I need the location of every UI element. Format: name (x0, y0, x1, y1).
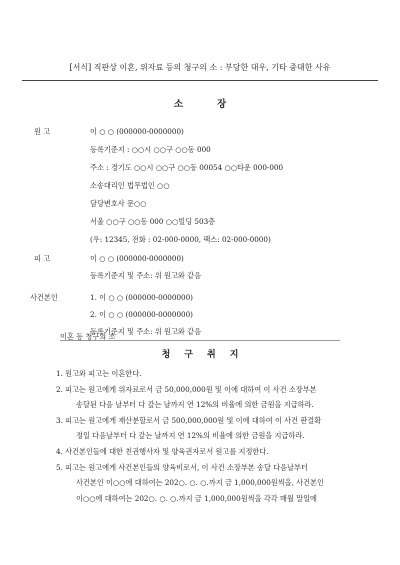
claim-line: 1. 원고와 피고는 이혼한다. (56, 369, 142, 378)
plaintiff-address: 주소 : 경기도 ○○시 ○○구 ○○동 00054 ○○타운 000-000 (90, 163, 284, 172)
principal-item-1: 1. 이 ○ ○ (000000-0000000) (90, 293, 193, 302)
principal-label: 사건본인 (30, 293, 58, 302)
plaintiff-lawyer: 담당변호사 문○○ (90, 199, 147, 208)
defendant-label: 피 고 (34, 254, 51, 263)
plaintiff-counsel: 소송대리인 법무법인 ○○ (90, 181, 170, 190)
defendant-name: 이 ○ ○ (000000-0000000) (90, 254, 184, 263)
section-divider (60, 340, 340, 341)
claims-title: 청구취지 (161, 350, 253, 360)
claim-line: 4. 사건본인들에 대한 친권행사자 및 양육권자로서 원고를 지정한다. (56, 447, 269, 456)
claim-line: 송달된 다음 날부터 다 갚는 날까지 연 12%의 비율에 의한 금원을 지급하라. (76, 400, 314, 409)
document-title: 소장 (173, 99, 261, 110)
plaintiff-registered: 등록기준지 : ○○시 ○○구 ○○동 000 (90, 145, 211, 154)
claim-line: 5. 피고는 원고에게 사건본인들의 양육비로서, 이 사건 소장부본 송달 다음날부터 (56, 463, 308, 472)
claim-line: 정일 다음날부터 다 갚는 날까지 연 12%의 비율에 의한 금원을 지급하라. (76, 431, 305, 440)
claim-line: 사건본인 이○○에 대하여는 202○. ○. ○.까지 금 1,000,000원씩을, 사건본인 (76, 478, 324, 487)
claim-line: 이○○에 대하여는 202○. ○. ○.까지 금 1,000,000원씩을 각각 매월 말일에 (76, 494, 317, 503)
principal-registered: 등록기준지 및 주소: 위 원고와 같음 (90, 327, 202, 336)
plaintiff-name: 이 ○ ○ (000000-0000000) (90, 127, 184, 136)
claim-line: 2. 피고는 원고에게 위자료로서 금 50,000,000원 및 이에 대하여 이 사건 소장부본 (56, 385, 317, 394)
form-header: [서식] 직판상 이혼, 위자료 등의 청구의 소 : 부당한 대우, 기타 중대한 사유 (69, 63, 331, 72)
principal-item-2: 2. 이 ○ ○ (000000-0000000) (90, 310, 193, 319)
plaintiff-label: 원 고 (34, 127, 51, 136)
defendant-registered: 등록기준지 및 주소: 위 원고와 같음 (90, 271, 202, 280)
header-divider (22, 80, 378, 81)
counsel-contact: (우: 12345, 전화 : 02-000-0000, 팩스: 02-000-0000) (90, 235, 271, 244)
counsel-address: 서울 ○○구 ○○동 000 ○○빌딩 503층 (90, 217, 216, 226)
case-name: 이혼 등 청구의 소 (60, 332, 116, 341)
claim-line: 3. 피고는 원고에게 재산분할로서 금 500,000,000원 및 이에 대하여 이 사건 판결확 (56, 416, 322, 425)
